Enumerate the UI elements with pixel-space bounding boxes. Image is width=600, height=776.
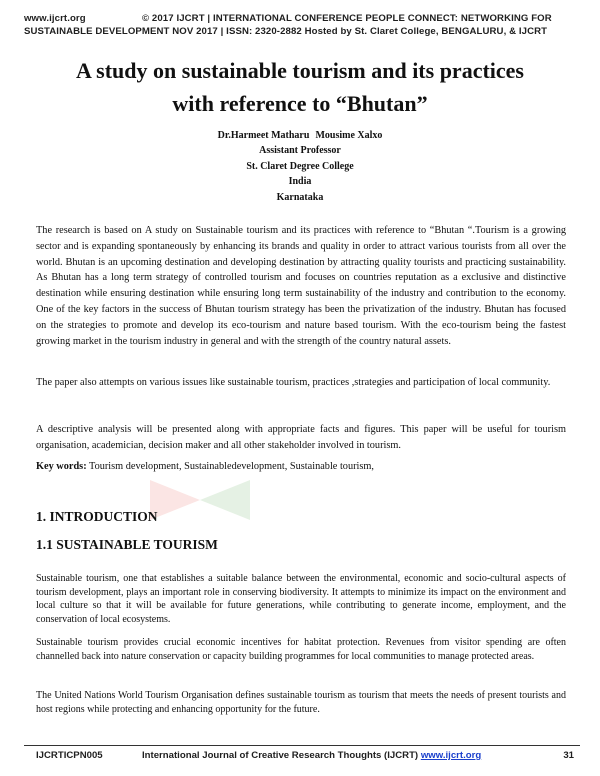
abstract-paragraph-2: The paper also attempts on various issues like sustainable tourism, practices ,strategies and participation of local community. (36, 377, 551, 388)
section-heading-sustainable-tourism: 1.1 SUSTAINABLE TOURISM (36, 537, 218, 552)
section-heading-introduction: 1. INTRODUCTION (36, 509, 158, 524)
title-line-2: with reference to “Bhutan” (172, 91, 428, 116)
section-paragraph-2: Sustainable tourism provides crucial economic incentives for habitat protection. Revenues from visitor spending are often channelled back into nature conservation or capacity building programmes for local communities to manage protected areas. (36, 637, 566, 662)
footer-page-number: 31 (563, 750, 574, 761)
header-line-1 (24, 13, 582, 26)
abstract-paragraph: The research is based on A study on Sustainable tourism and its practices with reference to “Bhutan “.Tourism is a growing sector and is expanding spontaneously by enhancing its brands and quality in order to attract various tourists from all over the world. Bhutan is an upcoming destination and developing destination by attracting quality tourists and practicing sustainability. As Bhutan has a long term strategy of controlled tourism and focuses on countries reputation as a exclusive and distinctive destination while ensuring destination while ensuring long term sustainability of the industry and contribution to the economy. One of the key factors in the success of Bhutan tourism strategy has been the privatization of the industry. Bhutan has focused on the strategies to promote and develop its eco-tourism and nature based tourism. With the eco-tourism being the fastest growing market in the tourism industry in general and with the strength of the country natural assets. (36, 225, 566, 347)
author-1: Dr.Harmeet Matharu (217, 130, 310, 141)
section-paragraph-3: The United Nations World Tourism Organisation defines sustainable tourism as tourism that meets the needs of present tourists and host regions while protecting and enhancing opportunity for the future. (36, 690, 566, 715)
header-conference: © 2017 IJCRT | INTERNATIONAL CONFERENCE PEOPLE CONNECT: NETWORKING FOR (142, 13, 552, 24)
title-line-1: A study on sustainable tourism and its practices (75, 58, 524, 83)
author-designation: Assistant Professor (259, 145, 341, 157)
keywords-label: Key words: (36, 461, 87, 472)
keywords-list: Tourism development, Sustainabledevelopment, Sustainable tourism, (86, 461, 374, 472)
author-institution: St. Claret Degree College (246, 160, 354, 172)
footer-paper-code: IJCRTICPN005 (36, 750, 103, 761)
author-block (0, 128, 600, 205)
author-country: India (288, 176, 312, 188)
author-names (0, 128, 600, 143)
footer-journal-name: International Journal of Creative Research Thoughts (IJCRT) (142, 750, 419, 761)
abstract-paragraph-3: A descriptive analysis will be presented along with appropriate facts and figures. This paper will be useful for tourism organisation, academician, decision maker and all other stakeholder involved in tourism. (36, 424, 566, 451)
running-header (24, 13, 582, 38)
section-paragraph-1: Sustainable tourism, one that establishes a suitable balance between the environmental, economic and socio-cultural aspects of tourism development, plays an important role in conserving biodiversity. It attempts to minimize its impact on the environment and local culture so that it will be available for future generations, while contributing to generate income, employment, and the conservation of local ecosystems. (36, 573, 566, 625)
header-site: www.ijcrt.org (24, 13, 86, 24)
footer-journal (142, 750, 481, 761)
footer-divider (24, 745, 580, 746)
header-line-2: SUSTAINABLE DEVELOPMENT NOV 2017 | ISSN: 2320-2882 Hosted by St. Claret College, BENGALURU, & IJCRT (24, 25, 548, 37)
watermark-logo (150, 470, 250, 540)
keywords (36, 459, 566, 475)
author-state: Karnataka (276, 191, 324, 203)
paper-title (30, 54, 570, 120)
footer-journal-link[interactable]: www.ijcrt.org (420, 750, 482, 761)
author-2: Mousime Xalxo (315, 130, 383, 141)
